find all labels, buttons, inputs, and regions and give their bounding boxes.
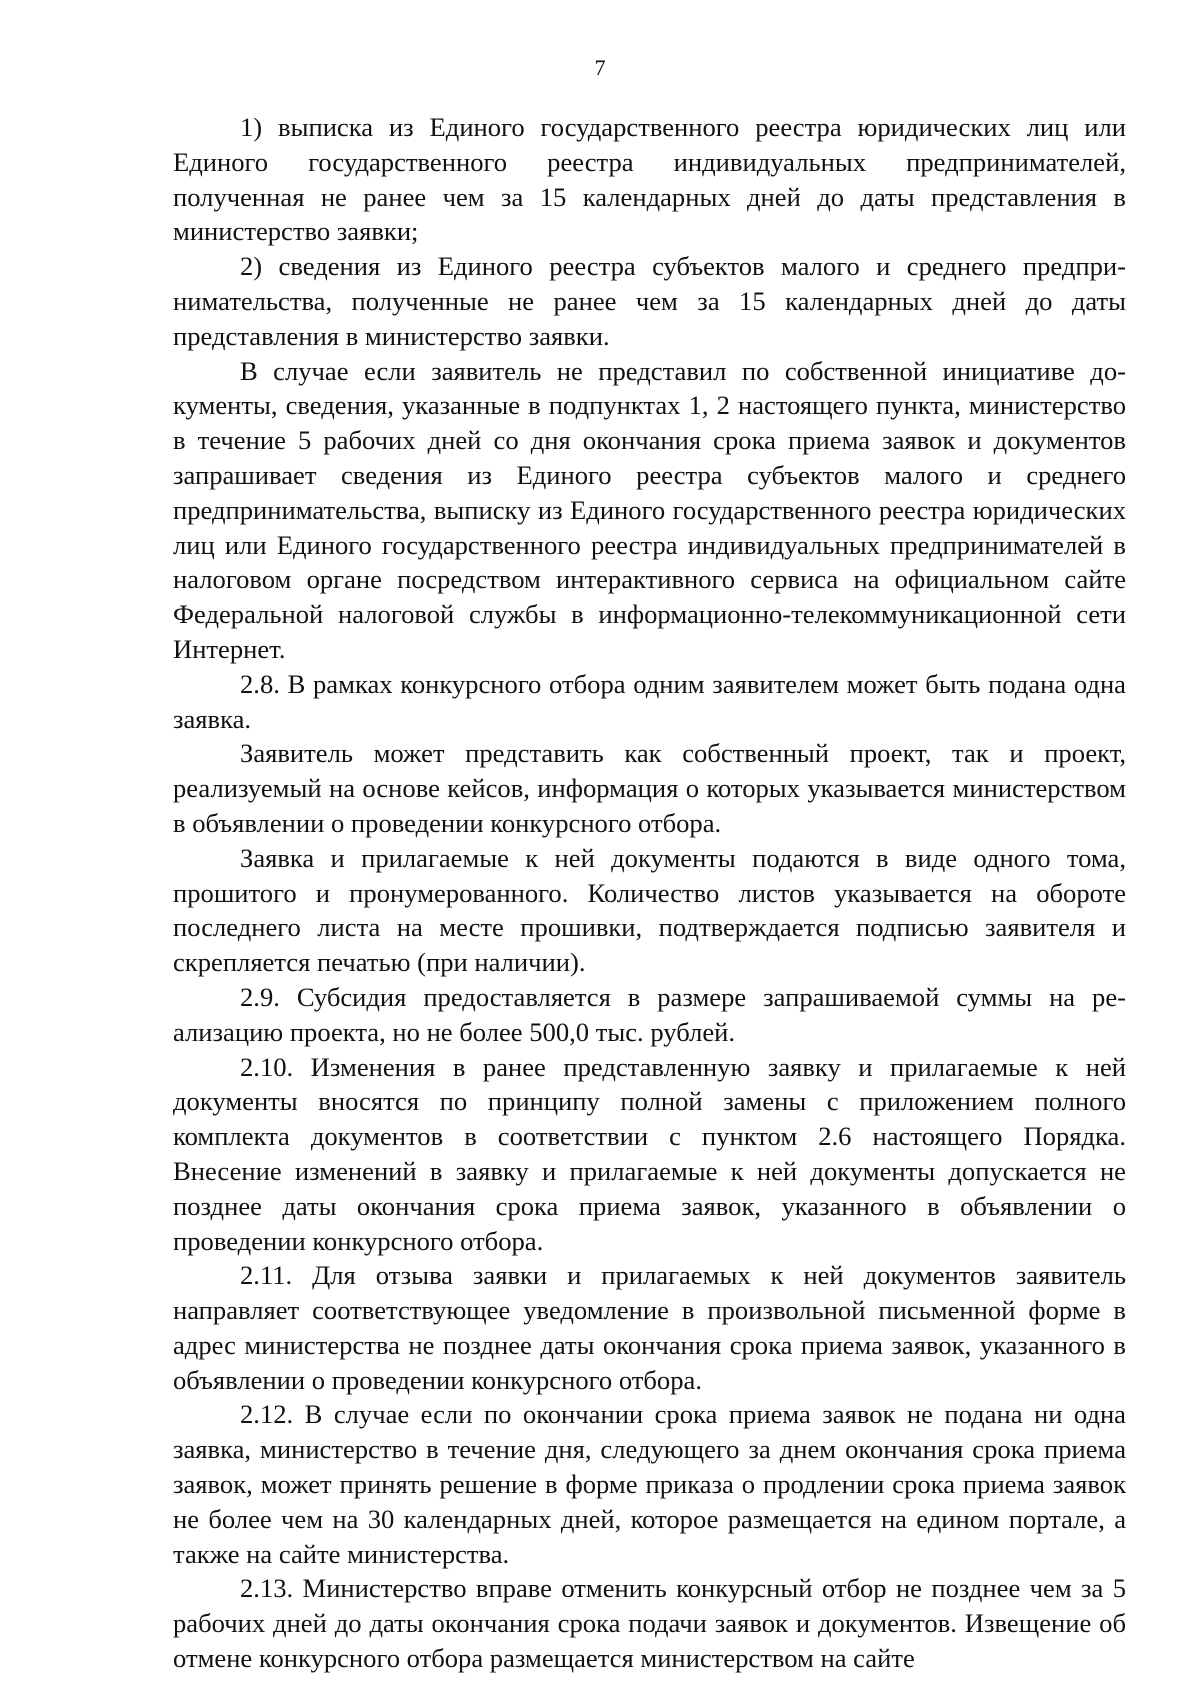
paragraph-request-procedure: В случае если заявитель не представил по собственной инициативе документы, сведения, указанные в подпунктах 1, 2 настоящего пункта, министерство в течение 5 рабочих дней со дня окончания срока приема заявок и документов запрашивает сведения из Единого реестра субъектов малого и среднего предпринимательства, выписку из Единого государственного реестра юридических лиц или Единого государственного реестра индивидуальных предпринимателей в налоговом органе посредством интерактивного сервиса на официальном сайте Федеральной налоговой службы в информационно-телекоммуникационной сети Интернет. bbox=[173, 355, 1126, 664]
paragraph-2-11: 2.11. Для отзыва заявки и прилагаемых к ней документов заявитель направляет соответствующее уведомление в произвольной письменной форме в адрес министерства не позднее даты окончания срока приема заявок, указанного в объявлении о проведении конкурсного отбора. bbox=[173, 1260, 1126, 1395]
page-number: 7 bbox=[594, 55, 606, 80]
paragraph-item-1: 1) выписка из Единого государственного реестра юридических лиц или Единого государственного реестра индивидуальных предпринимателей, полученная не ранее чем за 15 календарных дней до даты представления в министерство заявки; bbox=[173, 112, 1126, 247]
paragraph-project-types: Заявитель может представить как собственный проект, так и проект, реализуемый на основе кейсов, информация о которых указывается министерством в объявлении о проведении конкурсного отбора. bbox=[173, 738, 1126, 838]
paragraph-2-9: 2.9. Субсидия предоставляется в размере запрашиваемой суммы на реализацию проекта, но не более 500,0 тыс. рублей. bbox=[173, 981, 1126, 1047]
paragraph-item-2: 2) сведения из Единого реестра субъектов малого и среднего предпринимательства, полученные не ранее чем за 15 календарных дней до даты представления в министерство заявки. bbox=[173, 251, 1126, 351]
paragraph-2-10: 2.10. Изменения в ранее представленную заявку и прилагаемые к ней документы вносятся по принципу полной замены с приложением полного комплекта документов в соответствии с пунктом 2.6 настоящего Порядка. Внесение изменений в заявку и прилагаемые к ней документы допускается не позднее даты окончания срока приема заявок, указанного в объявлении о проведении конкурсного отбора. bbox=[173, 1051, 1126, 1256]
paragraph-binding-requirements: Заявка и прилагаемые к ней документы подаются в виде одного тома, прошитого и пронумерованного. Количество листов указывается на обороте последнего листа на месте прошивки, подтверждается подписью заявителя и скрепляется печатью (при наличии). bbox=[173, 842, 1126, 978]
paragraph-2-13: 2.13. Министерство вправе отменить конкурсный отбор не позднее чем за 5 рабочих дней до даты окончания срока подачи заявок и документов. Извещение об отмене конкурсного отбора размещается министерством на сайте bbox=[173, 1573, 1126, 1674]
document-body bbox=[173, 110, 1126, 1676]
paragraph-2-12: 2.12. В случае если по окончании срока приема заявок не подана ни одна заявка, министерство в течение дня, следующего за днем окончания срока приема заявок, может принять решение в форме приказа о продлении срока приема заявок не более чем на 30 календарных дней, которое размещается на едином портале, а также на сайте министерства. bbox=[173, 1399, 1126, 1569]
paragraph-2-8: 2.8. В рамках конкурсного отбора одним заявителем может быть подана одна заявка. bbox=[173, 668, 1126, 734]
